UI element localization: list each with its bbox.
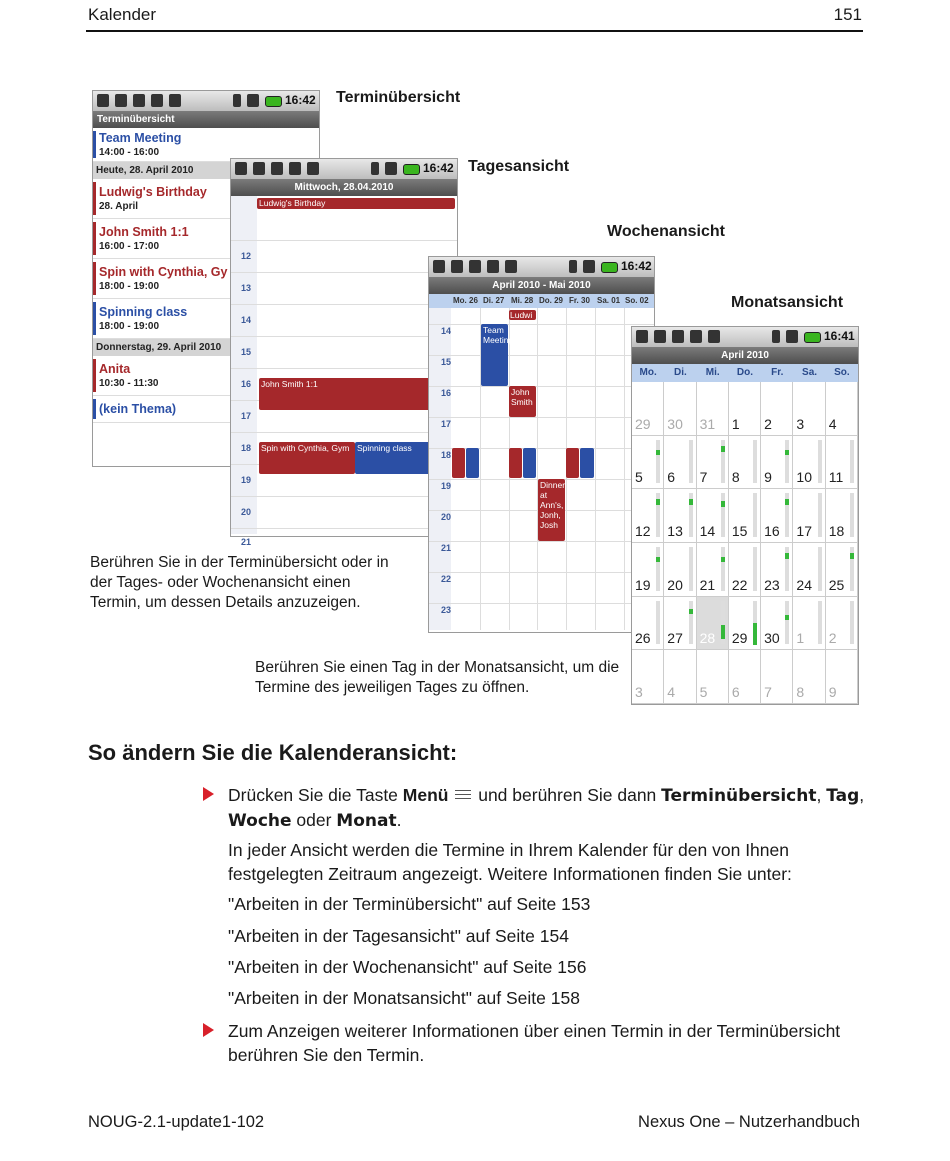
- caption-left: Berühren Sie in der Terminübersicht oder in der Tages- oder Wochenansicht einen Termin, um dessen Details anzuzeigen.: [90, 554, 389, 611]
- callout-week: Wochenansicht: [607, 223, 725, 240]
- busy-track: [785, 601, 789, 645]
- day-number: 14: [699, 522, 716, 539]
- busy-track: [850, 601, 854, 645]
- weekday-label: Di.: [674, 367, 687, 378]
- month-day-cell[interactable]: [729, 650, 761, 704]
- month-day-cell[interactable]: [826, 650, 858, 704]
- caption-bottom: Berühren Sie einen Tag in der Monatsansicht, um die Termine des jeweiligen Tages zu öffnen.: [255, 659, 620, 696]
- month-day-cell[interactable]: [729, 597, 761, 651]
- day-number: 2: [828, 630, 837, 647]
- month-day-cell[interactable]: [826, 382, 858, 436]
- day-number: 5: [635, 469, 643, 486]
- busy-bar: [689, 609, 693, 614]
- event-john-smith[interactable]: John Smith 1:1: [259, 378, 455, 410]
- menu-icon: [455, 790, 471, 802]
- battery-icon: [265, 96, 282, 107]
- page-number: 151: [833, 5, 862, 24]
- event-dinner[interactable]: Dinner at Ann's, Jonh, Josh: [538, 479, 565, 541]
- bullet-arrow-icon: [203, 1023, 214, 1037]
- day-number: 7: [699, 469, 708, 486]
- month-day-cell[interactable]: [632, 382, 664, 436]
- status-bar: [93, 91, 319, 111]
- busy-track: [818, 547, 822, 591]
- month-day-cell[interactable]: [664, 650, 696, 704]
- busy-track: [818, 440, 822, 484]
- month-day-cell[interactable]: [664, 436, 696, 490]
- busy-track: [721, 493, 725, 537]
- busy-track: [785, 440, 789, 484]
- status-time: 16:42: [621, 259, 652, 273]
- week-day-header: Mo. 26 Di. 27 Mi. 28 Do. 29 Fr. 30 Sa. 01 So. 02: [429, 294, 654, 308]
- month-day-cell[interactable]: [826, 597, 858, 651]
- month-day-cell[interactable]: [826, 436, 858, 490]
- weekday-label: Do.: [736, 367, 754, 378]
- event-block[interactable]: [509, 448, 522, 478]
- day-number: 2: [764, 415, 772, 432]
- day-number: 18: [828, 522, 845, 539]
- callout-agenda: Terminübersicht: [336, 89, 461, 106]
- bullet-arrow-icon: [203, 787, 214, 801]
- busy-track: [753, 440, 757, 484]
- busy-track: [850, 493, 854, 537]
- busy-bar: [721, 625, 725, 639]
- busy-bar: [721, 446, 725, 452]
- month-view-screenshot: [631, 326, 859, 705]
- bullet-instruction: Zum Anzeigen weiterer Informationen über einen Termin in der Terminübersicht berühren Sie den Termin.: [228, 1021, 841, 1065]
- allday-event[interactable]: Ludwig's Birthday: [257, 198, 455, 209]
- busy-bar: [785, 499, 789, 505]
- day-number: 9: [828, 683, 837, 700]
- week-view-screenshot: [428, 256, 655, 633]
- weekday-label: Fr.: [771, 367, 784, 378]
- agenda-day-header: Heute, 28. April 2010: [93, 162, 319, 179]
- month-day-cell[interactable]: [761, 489, 793, 543]
- month-day-cell[interactable]: [632, 436, 664, 490]
- month-title: April 2010: [632, 347, 858, 364]
- busy-bar: [656, 499, 660, 505]
- weekday-label: Mi.: [705, 367, 720, 378]
- list-item[interactable]: Spin with Cynthia, Gy 18:00 - 19:00: [93, 259, 319, 299]
- status-time: 16:42: [423, 161, 454, 175]
- month-day-cell[interactable]: [826, 543, 858, 597]
- list-item[interactable]: Team Meeting 14:00 - 16:00: [93, 128, 319, 162]
- day-number: 8: [731, 469, 740, 486]
- busy-bar: [721, 501, 725, 507]
- day-number: 24: [796, 576, 812, 593]
- event-spin-cynthia[interactable]: Spin with Cynthia, Gym: [259, 442, 355, 474]
- day-number: 21: [699, 576, 716, 593]
- day-number: 16: [764, 522, 780, 539]
- month-day-cell[interactable]: [729, 543, 761, 597]
- month-day-cell[interactable]: [729, 489, 761, 543]
- day-number: 4: [667, 683, 676, 700]
- status-bar: [632, 327, 858, 347]
- busy-bar: [689, 499, 693, 505]
- running-header-section: Kalender: [88, 5, 157, 24]
- status-bar: [231, 159, 457, 179]
- busy-track: [721, 547, 725, 591]
- day-number: 7: [764, 683, 772, 700]
- month-day-cell[interactable]: [697, 597, 729, 651]
- busy-bar: [721, 557, 725, 562]
- day-number: 10: [796, 469, 812, 486]
- day-grid: Ludwig's Birthday 12 13 14 15 16 17 18 19 20 21 John Smith 1:1 Spin with Cynthia, Gym Spinning class: [231, 196, 457, 534]
- ref-link[interactable]: "Arbeiten in der Terminübersicht" auf Seite 153: [228, 894, 591, 914]
- busy-bar: [785, 450, 789, 455]
- busy-track: [656, 440, 660, 484]
- busy-track: [656, 547, 660, 591]
- event-block[interactable]: [580, 448, 594, 478]
- month-day-cell[interactable]: [793, 650, 825, 704]
- weekday-label: So.: [834, 367, 850, 378]
- day-number: 30: [667, 415, 683, 432]
- busy-track: [656, 601, 660, 645]
- list-item[interactable]: John Smith 1:1 16:00 - 17:00: [93, 219, 319, 259]
- month-day-cell[interactable]: [793, 543, 825, 597]
- day-number: 6: [731, 683, 740, 700]
- busy-bar: [656, 450, 660, 455]
- day-number: 1: [796, 630, 805, 647]
- month-day-cell[interactable]: [793, 489, 825, 543]
- busy-track: [753, 547, 757, 591]
- section-title: So ändern Sie die Kalenderansicht:: [88, 740, 458, 765]
- day-number: 19: [635, 576, 651, 593]
- event-spinning-class[interactable]: Spinning class: [355, 442, 455, 474]
- month-day-cell[interactable]: [632, 543, 664, 597]
- day-number: 30: [764, 630, 780, 647]
- weekday-label: Mo.: [639, 367, 657, 378]
- day-number: 27: [667, 630, 683, 647]
- busy-track: [850, 440, 854, 484]
- busy-bar: [656, 557, 660, 562]
- battery-icon: [804, 332, 821, 343]
- day-number: 3: [635, 683, 643, 700]
- bullet-instruction: Drücken Sie die Taste Menü und berühren Sie dann Terminübersicht, Tag, Woche oder Monat.: [228, 785, 865, 831]
- busy-track: [753, 493, 757, 537]
- busy-track: [818, 493, 822, 537]
- month-day-cell[interactable]: [664, 382, 696, 436]
- month-day-cell[interactable]: [632, 597, 664, 651]
- day-number: 26: [635, 630, 651, 647]
- week-grid: Ludwi 14 15 16 17 18 19 20 21 22 23 Team Meeting John Smith Dinner at Ann's, Jonh, Josh: [429, 308, 654, 630]
- list-item[interactable]: (kein Thema): [93, 396, 319, 423]
- callout-month: Monatsansicht: [731, 294, 844, 311]
- day-number: 4: [828, 415, 837, 432]
- busy-bar: [785, 615, 789, 620]
- month-day-cell[interactable]: [793, 382, 825, 436]
- day-number: 9: [764, 469, 772, 486]
- event-team-meeting[interactable]: Team Meeting: [481, 324, 508, 386]
- event-block[interactable]: [452, 448, 465, 478]
- month-day-header: [632, 364, 858, 382]
- event-block[interactable]: [523, 448, 536, 478]
- weekday-label: Sa.: [802, 367, 818, 378]
- month-day-cell[interactable]: [761, 543, 793, 597]
- month-day-cell[interactable]: [697, 543, 729, 597]
- agenda-title: Terminübersicht: [93, 111, 319, 128]
- busy-bar: [753, 623, 757, 645]
- day-number: 25: [828, 576, 845, 593]
- list-item[interactable]: Spinning class 18:00 - 19:00: [93, 299, 319, 339]
- month-day-cell[interactable]: [664, 543, 696, 597]
- day-number: 22: [731, 576, 748, 593]
- day-number: 29: [635, 415, 651, 432]
- day-number: 13: [667, 522, 683, 539]
- month-day-cell[interactable]: [697, 650, 729, 704]
- month-day-cell[interactable]: [793, 436, 825, 490]
- agenda-day-header: Donnerstag, 29. April 2010: [93, 339, 319, 356]
- ref-link[interactable]: "Arbeiten in der Tagesansicht" auf Seite 154: [228, 926, 569, 946]
- day-number: 31: [699, 415, 716, 432]
- ref-link[interactable]: "Arbeiten in der Wochenansicht" auf Seite 156: [228, 957, 587, 977]
- busy-track: [689, 440, 693, 484]
- battery-icon: [403, 164, 420, 175]
- month-day-cell[interactable]: [761, 650, 793, 704]
- battery-icon: [601, 262, 618, 273]
- day-number: 29: [731, 630, 748, 647]
- month-day-cell[interactable]: [664, 597, 696, 651]
- week-title: April 2010 - Mai 2010: [429, 277, 654, 294]
- day-number: 6: [667, 469, 676, 486]
- busy-track: [689, 601, 693, 645]
- day-number: 1: [731, 415, 740, 432]
- busy-bar: [850, 553, 854, 559]
- month-day-cell[interactable]: [729, 436, 761, 490]
- ref-link[interactable]: "Arbeiten in der Monatsansicht" auf Seite 158: [228, 988, 580, 1008]
- month-day-cell[interactable]: [632, 489, 664, 543]
- day-number: 23: [764, 576, 780, 593]
- header-rule: [86, 30, 863, 32]
- month-day-cell[interactable]: [697, 382, 729, 436]
- busy-track: [689, 547, 693, 591]
- day-title: Mittwoch, 28.04.2010: [231, 179, 457, 196]
- month-day-cell[interactable]: [632, 650, 664, 704]
- day-number: 8: [796, 683, 805, 700]
- day-number: 20: [667, 576, 683, 593]
- month-day-cell[interactable]: [697, 436, 729, 490]
- month-day-cell[interactable]: [761, 436, 793, 490]
- day-number: 3: [796, 415, 805, 432]
- busy-track: [818, 601, 822, 645]
- event-block[interactable]: [466, 448, 479, 478]
- month-day-cell[interactable]: [761, 382, 793, 436]
- month-grid: [632, 382, 858, 704]
- day-number: 12: [635, 522, 651, 539]
- callout-day: Tagesansicht: [468, 158, 570, 175]
- month-day-cell[interactable]: [793, 597, 825, 651]
- event-john-smith[interactable]: John Smith: [509, 386, 536, 417]
- day-number: 11: [828, 469, 844, 486]
- status-time: 16:42: [285, 93, 316, 107]
- day-number: 5: [699, 683, 708, 700]
- status-bar: [429, 257, 654, 277]
- list-item[interactable]: Anita 10:30 - 11:30: [93, 356, 319, 396]
- month-day-cell[interactable]: [664, 489, 696, 543]
- month-day-cell[interactable]: [729, 382, 761, 436]
- footer-title: Nexus One – Nutzerhandbuch: [638, 1113, 860, 1131]
- info-paragraph: In jeder Ansicht werden die Termine in Ihrem Kalender für den von Ihnen festgelegten Zeitraum angezeigt. Weitere Informationen finden Sie unter:: [228, 840, 792, 884]
- day-view-screenshot: [230, 158, 458, 547]
- week-allday-event[interactable]: Ludwi: [509, 310, 536, 320]
- list-item[interactable]: Ludwig's Birthday 28. April: [93, 179, 319, 219]
- status-time: 16:41: [824, 329, 855, 343]
- day-number: 28: [699, 630, 716, 647]
- footer-doc-id: NOUG-2.1-update1-102: [88, 1113, 265, 1131]
- day-number: 15: [731, 522, 748, 539]
- day-number: 17: [796, 522, 812, 539]
- event-block[interactable]: [566, 448, 579, 478]
- month-day-cell[interactable]: [761, 597, 793, 651]
- month-day-cell[interactable]: [697, 489, 729, 543]
- month-day-cell[interactable]: [826, 489, 858, 543]
- busy-bar: [785, 553, 789, 559]
